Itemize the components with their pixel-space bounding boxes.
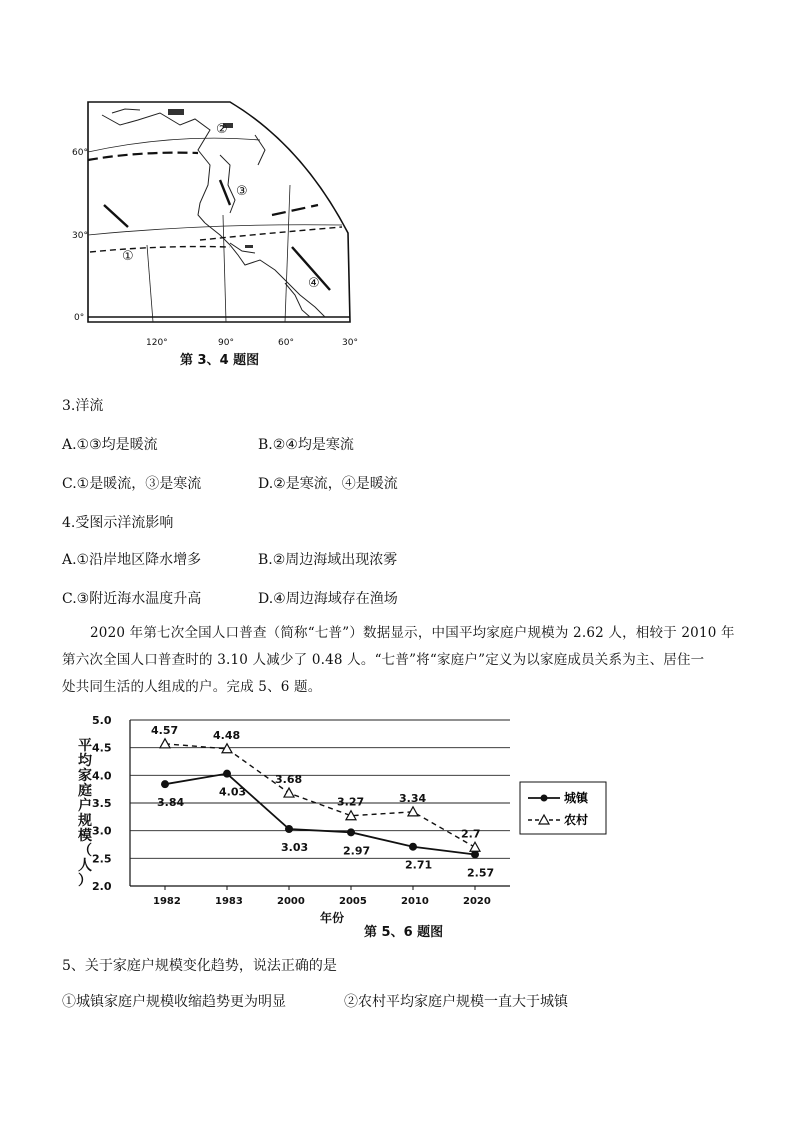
lon-label-30: 30° bbox=[342, 338, 358, 348]
x-tick-label: 2020 bbox=[463, 896, 491, 907]
data-label-urban: 3.84 bbox=[157, 796, 185, 810]
y-tick-label: 5.0 bbox=[92, 714, 112, 727]
passage bbox=[62, 620, 742, 701]
data-point-rural bbox=[284, 788, 294, 797]
data-point-urban bbox=[223, 770, 231, 778]
q5-statement-1[interactable]: ①城镇家庭户规模收缩趋势更为明显 bbox=[62, 994, 286, 1010]
household-size-chart bbox=[70, 710, 610, 940]
series-line-rural bbox=[165, 744, 475, 847]
series-line-urban bbox=[165, 774, 475, 858]
q4-option-d[interactable]: D.④周边海域存在渔场 bbox=[258, 591, 398, 607]
y-axis-label-char: 模 bbox=[78, 828, 92, 844]
data-label-rural: 3.27 bbox=[337, 795, 365, 809]
marker-2: ② bbox=[216, 122, 228, 137]
data-label-urban: 2.71 bbox=[405, 858, 433, 872]
y-tick-label: 3.0 bbox=[92, 824, 112, 838]
data-label-rural: 3.34 bbox=[399, 791, 427, 805]
y-axis-label-char: 家 bbox=[78, 768, 92, 784]
lon-label-120: 120° bbox=[146, 338, 168, 348]
data-label-urban: 2.97 bbox=[343, 844, 371, 858]
marker-3: ③ bbox=[236, 184, 248, 199]
data-label-urban: 2.57 bbox=[467, 866, 495, 880]
x-tick-label: 2005 bbox=[339, 896, 367, 907]
passage-line-3: 处共同生活的人组成的户。完成 5、6 题。 bbox=[62, 679, 322, 695]
current-markers bbox=[122, 122, 320, 291]
map-caption: 第 3、4 题图 bbox=[180, 353, 260, 368]
legend-rural-label: 农村 bbox=[564, 813, 589, 827]
lon-label-90: 90° bbox=[218, 338, 234, 348]
legend-urban-label: 城镇 bbox=[564, 791, 589, 805]
y-axis-label-char: ） bbox=[78, 873, 92, 889]
data-label-urban: 3.03 bbox=[281, 841, 309, 855]
x-axis-label: 年份 bbox=[320, 911, 345, 925]
q4-option-b[interactable]: B.②周边海域出现浓雾 bbox=[258, 552, 398, 568]
data-label-rural: 2.7 bbox=[461, 827, 481, 841]
legend-box bbox=[520, 782, 606, 834]
q4-option-a[interactable]: A.①沿岸地区降水增多 bbox=[62, 552, 202, 568]
passage-line-1: 2020 年第七次全国人口普查（简称“七普”）数据显示，中国平均家庭户规模为 2.62 人，相较于 2010 年 bbox=[90, 625, 735, 641]
y-tick-label: 4.5 bbox=[92, 741, 112, 755]
y-axis-label-char: 户 bbox=[78, 798, 92, 814]
data-point-rural bbox=[408, 807, 418, 816]
data-point-urban bbox=[409, 843, 417, 851]
data-label-rural: 4.57 bbox=[151, 723, 179, 737]
y-axis-label-char: （ bbox=[78, 843, 92, 859]
y-tick-label: 4.0 bbox=[92, 769, 112, 783]
y-tick-label: 2.0 bbox=[92, 880, 112, 893]
y-axis-label-char: 平 bbox=[78, 738, 92, 754]
marker-1: ① bbox=[122, 249, 134, 264]
marker-4: ④ bbox=[308, 276, 320, 291]
data-point-rural bbox=[160, 739, 170, 748]
lat-label-30: 30° bbox=[72, 231, 88, 241]
q5-statement-2[interactable]: ②农村平均家庭户规模一直大于城镇 bbox=[344, 994, 568, 1010]
y-axis-label-char: 均 bbox=[78, 753, 92, 769]
data-point-urban bbox=[161, 780, 169, 788]
data-label-rural: 4.48 bbox=[213, 728, 241, 742]
data-label-rural: 3.68 bbox=[275, 773, 303, 787]
data-point-rural bbox=[470, 842, 480, 851]
q3-option-d[interactable]: D.②是寒流，④是暖流 bbox=[258, 476, 398, 492]
y-axis-label-char: 规 bbox=[78, 813, 92, 829]
ocean-current-map bbox=[72, 95, 370, 375]
legend-urban-marker bbox=[541, 795, 548, 802]
x-tick-label: 2000 bbox=[277, 896, 305, 907]
current-1-arrow bbox=[104, 205, 128, 227]
q4-stem: 4.受图示洋流影响 bbox=[62, 515, 174, 531]
x-tick-label: 2010 bbox=[401, 896, 429, 907]
x-tick-label: 1983 bbox=[215, 896, 243, 907]
lat-label-60: 60° bbox=[72, 148, 88, 158]
x-tick-label: 1982 bbox=[153, 896, 181, 907]
data-point-urban bbox=[285, 825, 293, 833]
data-point-urban bbox=[347, 828, 355, 836]
lat-label-0: 0° bbox=[74, 313, 85, 323]
q3-option-c[interactable]: C.①是暖流，③是寒流 bbox=[62, 476, 202, 492]
y-axis-label-char: 庭 bbox=[78, 783, 92, 799]
q4-option-c[interactable]: C.③附近海水温度升高 bbox=[62, 591, 202, 607]
chart-legend bbox=[520, 782, 606, 834]
y-tick-label: 3.5 bbox=[92, 797, 112, 810]
data-label-urban: 4.03 bbox=[219, 785, 247, 799]
y-axis-label-char: 人 bbox=[78, 858, 92, 874]
lon-label-60: 60° bbox=[278, 338, 294, 348]
y-tick-label: 2.5 bbox=[92, 852, 112, 866]
chart-caption: 第 5、6 题图 bbox=[364, 925, 444, 940]
q3-stem: 3.洋流 bbox=[62, 398, 104, 414]
q5-stem: 5、关于家庭户规模变化趋势，说法正确的是 bbox=[62, 958, 337, 974]
q3-option-b[interactable]: B.②④均是寒流 bbox=[258, 437, 354, 453]
passage-line-2: 第六次全国人口普查时的 3.10 人减少了 0.48 人。“七普”将“家庭户”定义为以家庭成员关系为主、居住一 bbox=[62, 652, 705, 668]
q3-option-a[interactable]: A.①③均是暖流 bbox=[62, 437, 158, 453]
